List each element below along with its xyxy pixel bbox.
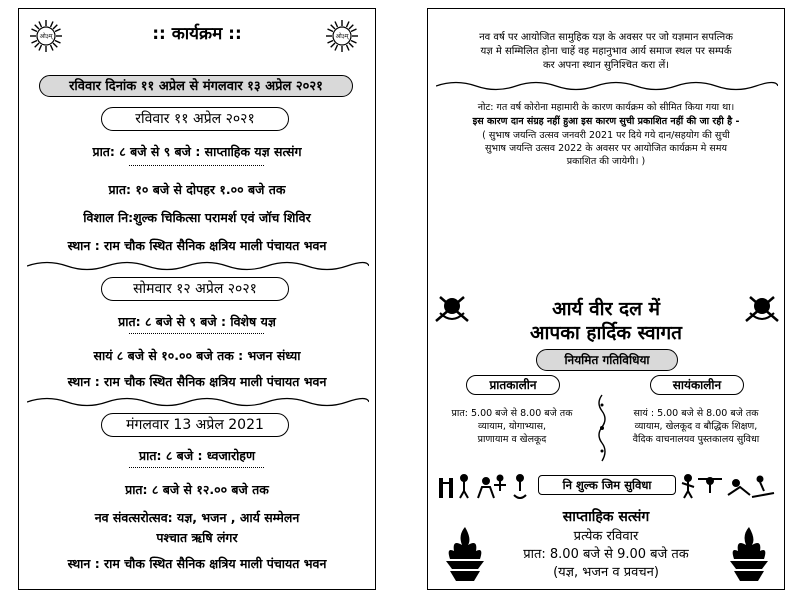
om-logo-text-left: ओ३म् xyxy=(39,33,53,40)
note-line-3: ( सुभाष जयन्ति उत्सव जनवरी 2021 पर दिये गये दान/सहयोग की सुची xyxy=(482,130,730,141)
day-heading-sunday: रविवार ११ अप्रेल २०२१ xyxy=(101,107,289,131)
weekly-time: प्रात: 8.00 बजे से 9.00 बजे तक xyxy=(523,547,689,562)
day3-row-time: प्रात: ८ बजे से १२.०० बजे तक xyxy=(125,482,269,497)
wave-separator xyxy=(436,79,778,93)
evening-line-2: व्यायाम, खेलकूद व बौद्धिक शिक्षण, xyxy=(634,421,758,432)
welcome-line-1: आर्य वीर दल में xyxy=(552,298,660,320)
evening-label: सायंकालीन xyxy=(650,375,744,395)
dotted-separator xyxy=(129,165,264,166)
day2-row-venue: स्थान : राम चौक स्थित सैनिक क्षत्रिय माली पंचायत भवन xyxy=(67,374,327,389)
dotted-separator xyxy=(129,467,264,468)
day1-row-time: प्रात: १० बजे से दोपहर १.०० बजे तक xyxy=(108,182,286,197)
weekly-program: (यज्ञ, भजन व प्रवचन) xyxy=(553,565,659,580)
exercise-figures-right-icon xyxy=(680,473,776,499)
day-heading-tuesday: मंगलवार 13 अप्रेल 2021 xyxy=(101,413,289,437)
weekly-satsang-title: साप्ताहिक सत्संग xyxy=(562,509,650,525)
day3-row-venue: स्थान : राम चौक स्थित सैनिक क्षत्रिय माली पंचायत भवन xyxy=(67,556,327,571)
vertical-ornament-divider xyxy=(594,393,610,463)
morning-line-1: प्रात: 5.00 बजे से 8.00 बजे तक xyxy=(451,408,573,419)
evening-line-3: वैदिक वाचनालयव पुस्तकालय सुविधा xyxy=(632,434,760,445)
intro-line-1: नव वर्ष पर आयोजित सामुहिक यज्ञ के अवसर पर जो यज्ञमान सपत्निक xyxy=(479,32,733,43)
day-heading-monday: सोमवार १२ अप्रेल २०२१ xyxy=(101,277,289,301)
om-logo-text-right: ओ३म् xyxy=(335,33,349,40)
intro-line-2: यज्ञ मे सम्मिलित होना चाहें वह महानुभाव आर्य समाज स्थल पर सम्पर्क xyxy=(480,46,732,57)
morning-label: प्रातकालीन xyxy=(466,375,560,395)
regular-activities-badge: नियमित गतिविधिया xyxy=(536,349,678,371)
info-panel xyxy=(427,8,785,590)
day3-row-flag-hoisting: प्रात: ८ बजे : ध्वजारोहण xyxy=(139,448,255,463)
intro-line-3: कर अपना स्थान सुनिश्चित करा लें। xyxy=(542,60,670,71)
day1-row-venue: स्थान : राम चौक स्थित सैनिक क्षत्रिय माली पंचायत भवन xyxy=(67,238,327,253)
day2-row-bhajan: सायं ८ बजे से १०.०० बजे तक : भजन संध्या xyxy=(93,348,301,363)
date-range-banner: रविवार दिनांक ११ अप्रेल से मंगलवार १३ अप्रेल २०२१ xyxy=(39,75,353,97)
morning-line-3: प्राणायाम व खेलकूद xyxy=(477,434,547,445)
program-title: :: कार्यक्रम :: xyxy=(152,24,242,44)
dotted-separator xyxy=(129,333,264,334)
program-panel xyxy=(18,8,376,590)
day2-row-special-yagya: प्रात: ८ बजे से ९ बजे : विशेष यज्ञ xyxy=(118,314,276,329)
morning-details xyxy=(428,407,596,446)
wave-separator xyxy=(27,259,369,273)
day1-row-weekly-yagya: प्रात: ८ बजे से ९ बजे : साप्ताहिक यज्ञ सत्संग xyxy=(92,144,302,159)
note-line-5: प्रकाशित की जायेगी। ) xyxy=(566,156,646,167)
wave-separator xyxy=(27,395,369,409)
free-gym-badge: नि शुल्क जिम सुविधा xyxy=(538,475,676,495)
exercise-figures-left-icon xyxy=(438,473,534,499)
welcome-line-2: आपका हार्दिक स्वागत xyxy=(530,322,682,344)
weekly-every-sunday: प्रत्येक रविवार xyxy=(573,529,639,544)
day3-row-langar: पश्चात ऋषि लंगर xyxy=(156,530,238,545)
day1-row-medical-camp: विशाल नि:शुल्क चिकित्सा परामर्श एवं जॉच शिविर xyxy=(83,210,311,225)
note-line-1: नोट: गत वर्ष कोरोना महामारी के कारण कार्यक्रम को सीमित किया गया था। xyxy=(477,102,735,113)
evening-line-1: सायं : 5.00 बजे से 8.00 बजे तक xyxy=(633,408,759,419)
evening-details xyxy=(610,407,782,446)
day3-row-new-year-festival: नव संवत्सरोत्सव: यज्ञ, भजन , आर्य सम्मेलन xyxy=(94,510,300,525)
note-line-4: सुभाष जयन्ति उत्सव 2022 के अवसर पर आयोजित कार्यक्रम मे समय xyxy=(485,143,727,154)
morning-line-2: व्यायाम, योगाभ्यास, xyxy=(477,421,547,432)
note-line-2: इस कारण दान संग्रह नहीं हुआ इस कारण सुची प्रकाशित नहीं की जा रही है - xyxy=(472,116,740,127)
